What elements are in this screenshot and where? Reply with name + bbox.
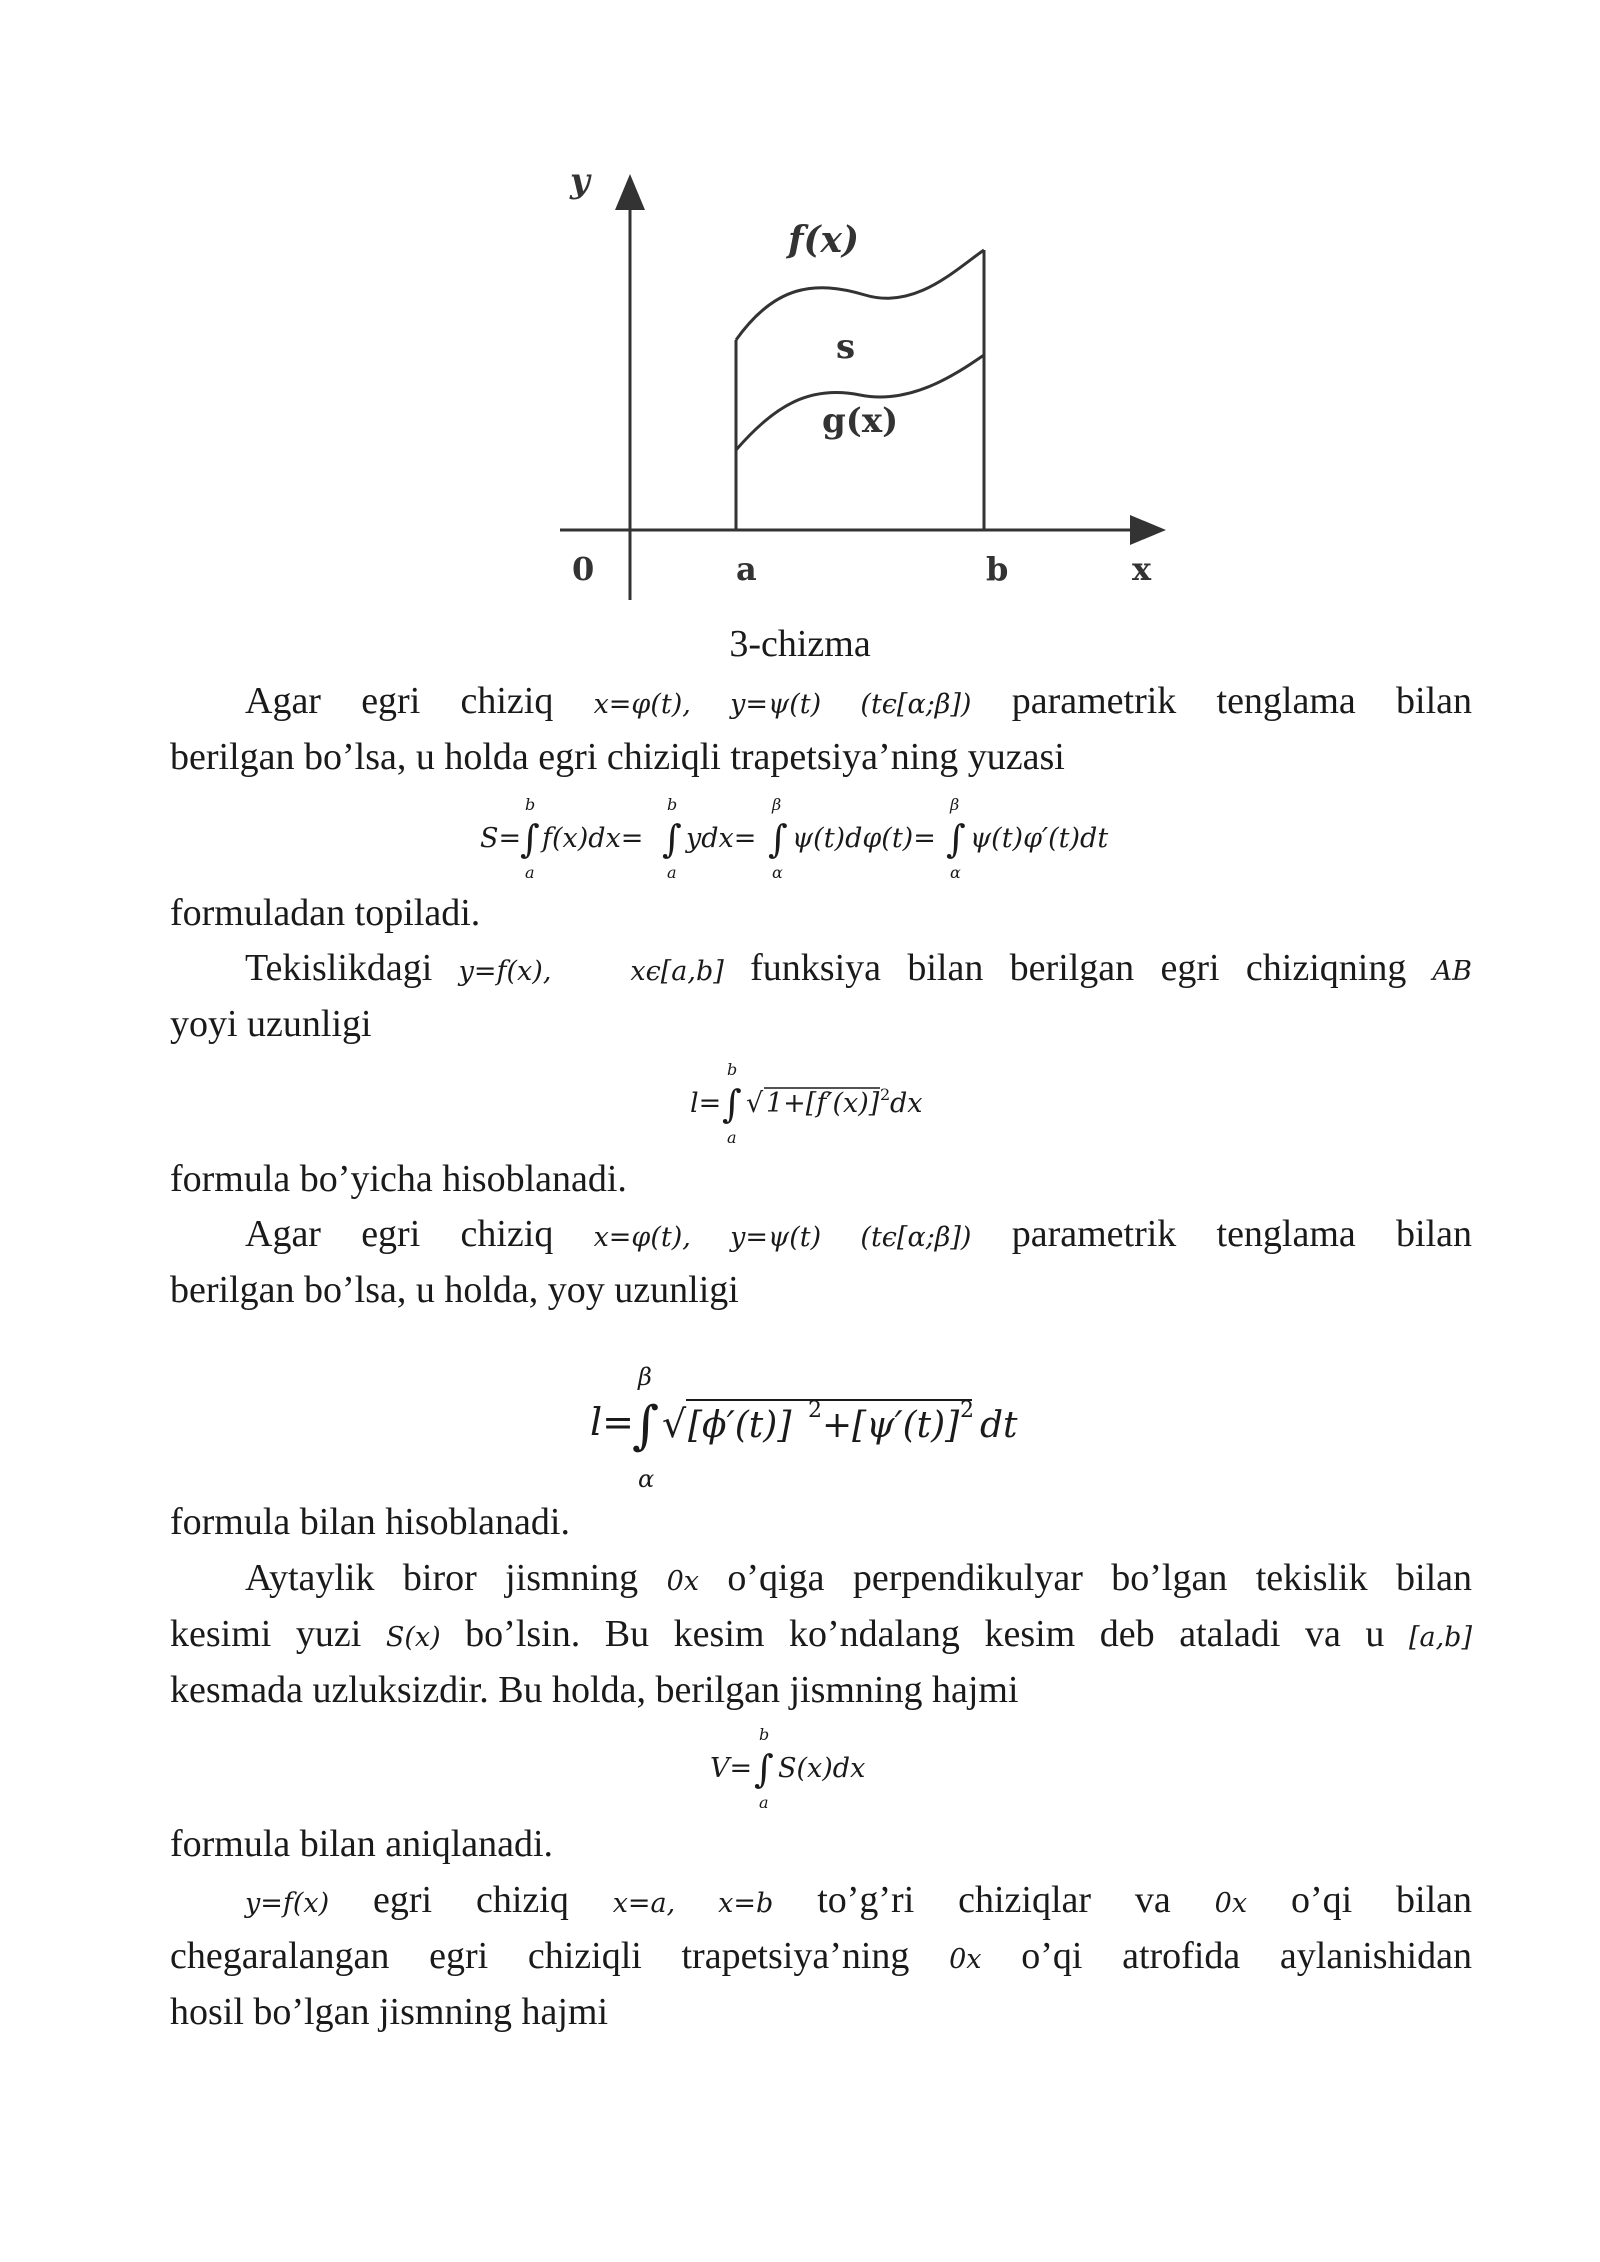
text: bo’lsin. Bu kesim ko’ndalang kesim deb ataladi va u	[440, 1613, 1409, 1655]
text: to’g’ri chiziqlar va	[773, 1879, 1215, 1921]
svg-text:∫: ∫	[632, 1396, 660, 1456]
formula-volume	[0, 1720, 1600, 1810]
text: Aytaylik biror jismning	[245, 1557, 667, 1599]
label-y: y	[570, 161, 590, 201]
svg-text:√: √	[746, 1088, 764, 1119]
svg-text:V=: V=	[710, 1753, 753, 1784]
figure-area-between-curves	[560, 160, 1200, 610]
text: berilgan bo’lsa, u holda, yoy uzunligi	[170, 1269, 739, 1311]
math-inline: x=φ(t), y=ψ(t) (tϵ[α;β])	[593, 1222, 972, 1253]
limit-lower: α	[950, 863, 961, 880]
label-g: g(x)	[822, 401, 899, 441]
text: kesmada uzluksizdir. Bu holda, berilgan jismning hajmi	[170, 1669, 1019, 1711]
line	[170, 940, 1472, 1000]
formula-parametric-arc	[0, 1355, 1600, 1495]
limit-upper: b	[667, 795, 678, 814]
paragraph-line	[170, 996, 1472, 1052]
svg-text:dx: dx	[890, 1088, 923, 1119]
limit-upper: b	[759, 1725, 770, 1744]
limit-upper: b	[727, 1060, 738, 1079]
math-inline: x=φ(t), y=ψ(t) (tϵ[α;β])	[593, 689, 972, 720]
figure-svg	[560, 160, 1200, 610]
text: yoyi uzunligi	[170, 1003, 372, 1045]
text: hosil bo’lgan jismning hajmi	[170, 1991, 609, 2033]
math-inline: 0x	[1214, 1888, 1248, 1919]
text: parametrik tenglama bilan	[971, 1213, 1472, 1255]
label-s: s	[836, 327, 856, 367]
formula-parametric-arc-svg	[540, 1355, 1060, 1495]
limit-upper: b	[525, 795, 536, 814]
formula-area	[0, 790, 1600, 880]
paragraph-line	[170, 1662, 1472, 1718]
text: parametrik tenglama bilan	[971, 680, 1472, 722]
math-inline: 0x	[666, 1566, 699, 1597]
formula-area-svg	[450, 790, 1150, 880]
svg-text:∫: ∫	[520, 817, 540, 861]
math-inline: xϵ[a,b]	[630, 956, 724, 987]
text: Tekislikdagi	[245, 947, 459, 989]
text: o’qi bilan	[1247, 1879, 1473, 1921]
line	[170, 1206, 1472, 1266]
math-inline: AB	[1432, 956, 1473, 987]
paragraph-parametric-arc	[170, 1206, 1472, 1266]
svg-text:S=: S=	[480, 823, 522, 854]
svg-text:2: 2	[880, 1085, 891, 1104]
line	[170, 1606, 1472, 1666]
limit-lower: α	[772, 863, 783, 880]
svg-text:f(x)dx=: f(x)dx=	[542, 823, 644, 854]
text: o’qi atrofida aylanishidan	[981, 1935, 1472, 1977]
math-inline: S(x)	[385, 1622, 441, 1653]
limit-lower: a	[525, 863, 535, 880]
svg-text:ψ(t)φ′(t)dt: ψ(t)φ′(t)dt	[970, 823, 1109, 854]
formula-arc-length	[0, 1055, 1600, 1145]
paragraph-calculated-2: formula bilan hisoblanadi.	[170, 1501, 570, 1543]
limit-lower: a	[759, 1793, 769, 1810]
svg-text:∫: ∫	[722, 1082, 742, 1126]
paragraph-parametric-area	[170, 673, 1472, 733]
text: chegaralangan egri chiziqli trapetsiya’ning	[170, 1935, 950, 1977]
svg-text:dt: dt	[980, 1405, 1018, 1446]
paragraph-line	[170, 1606, 1472, 1666]
label-origin: 0	[572, 550, 595, 588]
svg-text:l=: l=	[590, 1400, 634, 1444]
svg-text:ψ(t)dφ(t)=: ψ(t)dφ(t)=	[792, 823, 936, 854]
svg-text:∫: ∫	[754, 1747, 774, 1791]
label-a: a	[736, 550, 757, 588]
limit-upper: β	[772, 795, 782, 814]
paragraph-arc-length	[170, 940, 1472, 1000]
curve-f	[736, 250, 984, 340]
paragraph-line	[170, 1984, 1472, 2040]
math-inline: [a,b]	[1408, 1622, 1472, 1653]
svg-text:S(x)dx: S(x)dx	[778, 1753, 866, 1784]
math-inline: y=f(x)	[245, 1888, 330, 1919]
paragraph-rotation-volume	[170, 1872, 1472, 1932]
label-b: b	[986, 550, 1009, 588]
svg-text:∫: ∫	[946, 817, 966, 861]
text: kesimi yuzi	[170, 1613, 386, 1655]
paragraph-calculated: formula bo’yicha hisoblanadi.	[170, 1158, 627, 1200]
text: Agar egri chiziq	[245, 680, 594, 722]
formula-volume-svg	[690, 1720, 910, 1810]
text: berilgan bo’lsa, u holda egri chiziqli trapetsiya’ning yuzasi	[170, 736, 1065, 778]
math-inline: 0x	[949, 1944, 982, 1975]
label-f: f(x)	[788, 219, 860, 261]
svg-text:ydx=: ydx=	[686, 823, 757, 854]
limit-upper: β	[950, 795, 960, 814]
svg-text:√: √	[662, 1402, 687, 1446]
paragraph-line	[170, 729, 1472, 785]
line	[170, 1872, 1472, 1932]
paragraph-determined: formula bilan aniqlanadi.	[170, 1823, 554, 1865]
text: Agar egri chiziq	[245, 1213, 594, 1255]
line	[170, 1928, 1472, 1988]
text: o’qiga perpendikulyar bo’lgan tekislik bilan	[698, 1557, 1472, 1599]
line	[170, 673, 1472, 733]
svg-text:2: 2	[808, 1398, 822, 1423]
svg-text:1+[f′(x)]: 1+[f′(x)]	[766, 1088, 880, 1119]
line	[170, 1550, 1472, 1610]
svg-text:[ϕ′(t)]: [ϕ′(t)]	[688, 1405, 792, 1446]
formula-arc-length-svg	[650, 1055, 950, 1145]
limit-lower: a	[667, 863, 677, 880]
limit-lower: α	[638, 1465, 655, 1493]
text: funksiya bilan berilgan egri chiziqning	[723, 947, 1433, 989]
text: egri chiziq	[329, 1879, 613, 1921]
paragraph-line	[170, 1262, 1472, 1318]
svg-text:l=: l=	[690, 1088, 722, 1119]
paragraph-line	[170, 1928, 1472, 1988]
math-inline: x=a, x=b	[612, 1888, 774, 1919]
svg-text:∫: ∫	[768, 817, 788, 861]
limit-upper: β	[638, 1363, 652, 1391]
svg-text:+[ψ′(t)]: +[ψ′(t)]	[822, 1405, 960, 1446]
limit-lower: a	[727, 1128, 737, 1145]
label-x: x	[1132, 550, 1152, 588]
paragraph-volume-intro	[170, 1550, 1472, 1610]
svg-text:2: 2	[960, 1398, 974, 1423]
paragraph-found: formuladan topiladi.	[170, 892, 481, 934]
math-inline: y=f(x),	[458, 956, 552, 987]
figure-caption: 3-chizma	[729, 623, 871, 665]
svg-text:∫: ∫	[662, 817, 682, 861]
